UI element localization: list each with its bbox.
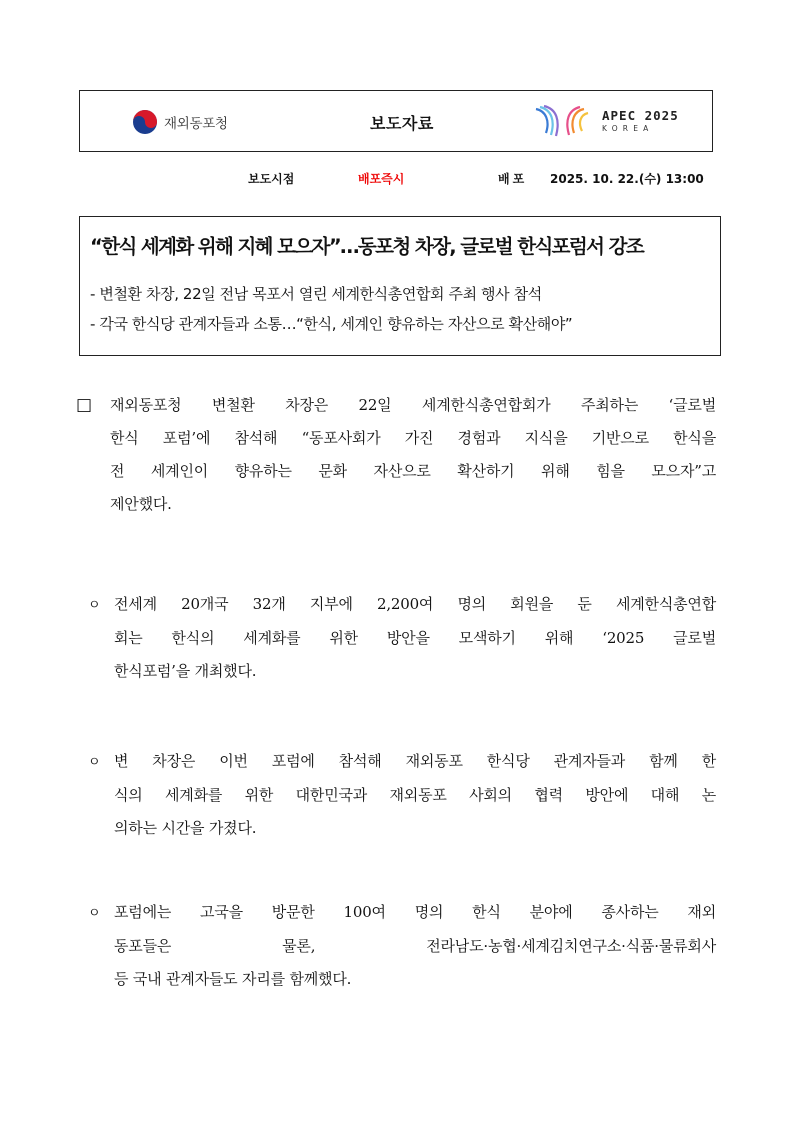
main-paragraph (76, 389, 716, 521)
apec-emblem-icon (532, 101, 596, 141)
paragraph-line: 전 세계인이 향유하는 문화 자산으로 확산하기 위해 힘을 모으자”고 (110, 462, 716, 480)
distribution-label: 배포 (498, 172, 528, 186)
paragraph-line: 한식포럼’을 개최했다. (114, 662, 257, 680)
headline-box (79, 216, 721, 356)
headline-subtitle: - 각국 한식당 관계자들과 소통…“한식, 세계인 향유하는 자산으로 확산해야” (90, 315, 573, 333)
taegeuk-logo-icon (132, 109, 158, 135)
release-info (0, 170, 793, 190)
agency-logo-block (132, 109, 228, 135)
sub-paragraph (88, 745, 716, 845)
agency-name: 재외동포청 (164, 116, 228, 132)
paragraph-line: 동포들은 물론, 전라남도·농협·세계김치연구소·식품·물류회사 (114, 937, 716, 955)
paragraph-line: 의하는 시간을 가졌다. (114, 819, 257, 837)
paragraph-text: 변 차장은 이번 포럼에 참석해 재외동포 한식당 관계자들과 함께 한 (114, 752, 716, 770)
release-timing-value: 배포즉시 (358, 172, 405, 186)
sub-paragraph (88, 588, 716, 688)
paragraph-text: 재외동포청 변철환 차장은 22일 세계한식총연합회가 주최하는 ‘글로벌 (110, 396, 716, 414)
apec-subtitle: KOREA (602, 124, 654, 133)
headline-title: “한식 세계화 위해 지혜 모으자”…동포청 차장, 글로벌 한식포럼서 강조 (90, 235, 644, 258)
circle-bullet-icon: ㅇ (88, 906, 101, 921)
paragraph-line: 등 국내 관계자들도 자리를 함께했다. (114, 970, 352, 988)
document-type: 보도자료 (370, 114, 434, 133)
paragraph-line: 식의 세계화를 위한 대한민국과 재외동포 사회의 협력 방안에 대해 논 (114, 786, 716, 804)
circle-bullet-icon: ㅇ (88, 755, 101, 770)
headline-subtitle: - 변철환 차장, 22일 전남 목포서 열린 세계한식총연합회 주최 행사 참석 (90, 285, 542, 303)
apec-title: APEC 2025 (602, 107, 679, 123)
paragraph-line (88, 588, 716, 622)
paragraph-text: 포럼에는 고국을 방문한 100여 명의 한식 분야에 종사하는 재외 (114, 903, 716, 921)
distribution-date: 2025. 10. 22.(수) 13:00 (550, 172, 704, 186)
paragraph-line: 한식 포럼’에 참석해 “동포사회가 가진 경험과 지식을 기반으로 한식을 (110, 429, 716, 447)
paragraph-text: 전세계 20개국 32개 지부에 2,200여 명의 회원을 둔 세계한식총연합 (114, 595, 716, 613)
paragraph-line: 회는 한식의 세계화를 위한 방안을 모색하기 위해 ‘2025 글로벌 (114, 629, 716, 647)
paragraph-line (88, 745, 716, 779)
paragraph-line: 제안했다. (110, 495, 172, 513)
paragraph-line (88, 896, 716, 930)
release-timing-label: 보도시점 (248, 172, 295, 186)
apec-logo-block (532, 101, 679, 141)
sub-paragraph (88, 896, 716, 996)
paragraph-line (76, 389, 716, 422)
circle-bullet-icon: ㅇ (88, 598, 101, 613)
press-release-header (79, 90, 713, 152)
square-bullet-icon: □ (76, 395, 92, 415)
